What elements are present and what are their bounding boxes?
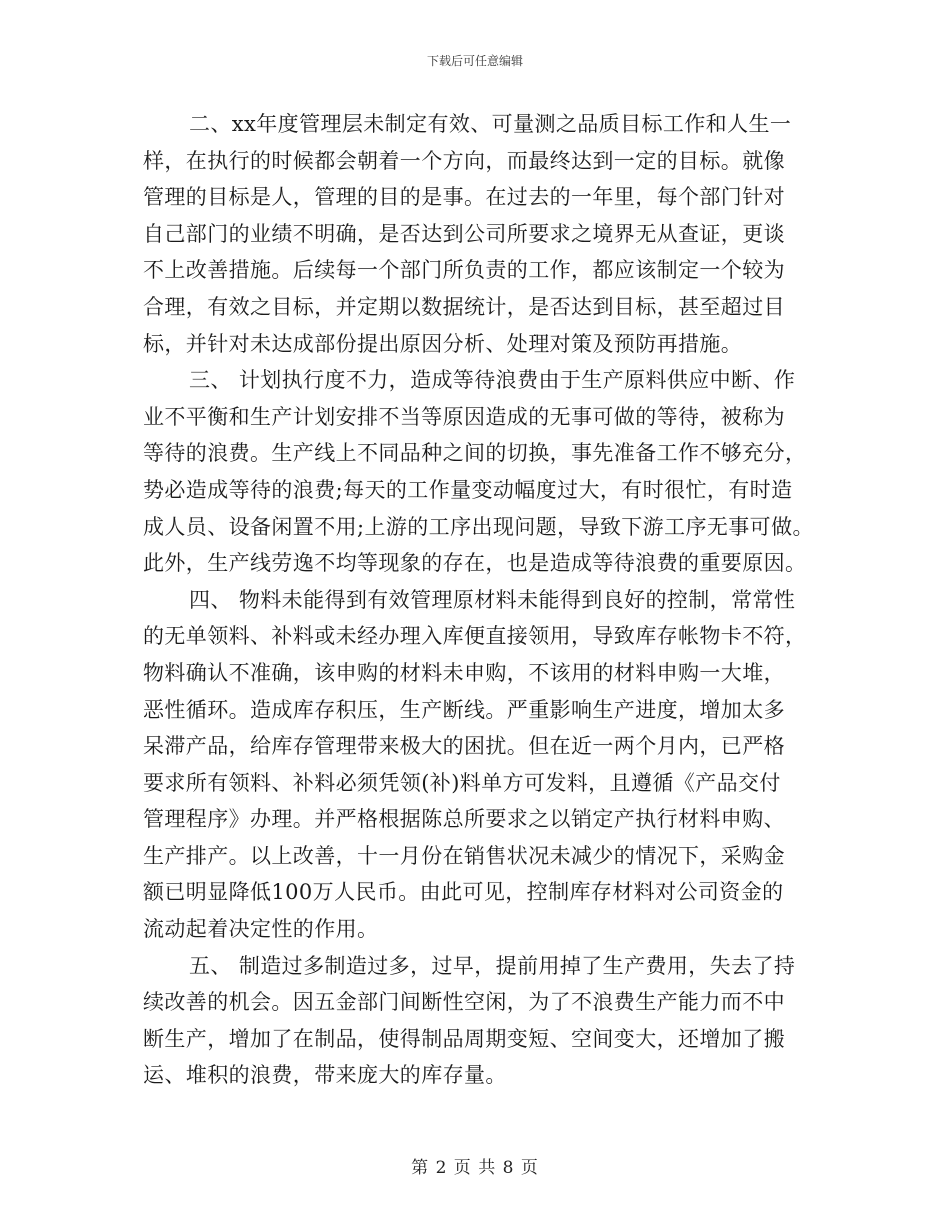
paragraph-2-line-5: 不上改善措施。后续每一个部门所负责的工作，都应该制定一个较为: [143, 258, 785, 283]
paragraph-4-line-9: 额已明显降低100万人民币。由此可见，控制库存材料对公司资金的: [143, 880, 784, 905]
paragraph-3-line-5: 成人员、设备闲置不用;上游的工序出现问题，导致下游工序无事可做。: [143, 514, 814, 539]
paragraph-4-line-2: 的无单领料、补料或未经办理入库便直接领用，导致库存帐物卡不符，: [143, 624, 807, 649]
paragraph-2-line-3: 管理的目标是人，管理的目的是事。在过去的一年里，每个部门针对: [143, 185, 785, 210]
paragraph-4-line-5: 呆滞产品，给库存管理带来极大的困扰。但在近一两个月内，已严格: [143, 734, 785, 759]
paragraph-2-line-6: 合理，有效之目标，并定期以数据统计，是否达到目标，甚至超过目: [143, 294, 785, 319]
paragraph-4-line-6: 要求所有领料、补料必须凭领(补)料单方可发料，且遵循《产品交付: [143, 770, 781, 795]
paragraph-4-line-1: 四、 物料未能得到有效管理原材料未能得到良好的控制，常常性: [189, 587, 796, 612]
paragraph-4-line-4: 恶性循环。造成库存积压，生产断线。严重影响生产进度，增加太多: [143, 697, 785, 722]
paragraph-5-line-3: 断生产，增加了在制品，使得制品周期变短、空间变大，还增加了搬: [143, 1026, 785, 1051]
paragraph-3-line-1: 三、 计划执行度不力，造成等待浪费由于生产原料供应中断、作: [189, 368, 796, 393]
paragraph-3-line-4: 势必造成等待的浪费;每天的工作量变动幅度过大，有时很忙，有时造: [143, 477, 793, 502]
paragraph-2-line-7: 标，并针对未达成部份提出原因分析、处理对策及预防再措施。: [143, 331, 743, 356]
paragraph-3-line-3: 等待的浪费。生产线上不同品种之间的切换，事先准备工作不够充分，: [143, 441, 807, 466]
paragraph-3-line-2: 业不平衡和生产计划安排不当等原因造成的无事可做的等待，被称为: [143, 404, 785, 429]
paragraph-5-line-4: 运、堆积的浪费，带来庞大的库存量。: [143, 1063, 507, 1088]
paragraph-4-line-8: 生产排产。以上改善，十一月份在销售状况未减少的情况下，采购金: [143, 843, 785, 868]
page-number-footer: 第 2 页 共 8 页: [411, 1158, 539, 1178]
paragraph-5-line-2: 续改善的机会。因五金部门间断性空闲，为了不浪费生产能力而不中: [143, 990, 785, 1015]
paragraph-5-line-1: 五、 制造过多制造过多，过早，提前用掉了生产费用，失去了持: [189, 953, 796, 978]
paragraph-4-line-10: 流动起着决定性的作用。: [143, 917, 379, 942]
paragraph-4-line-7: 管理程序》办理。并严格根据陈总所要求之以销定产执行材料申购、: [143, 807, 785, 832]
paragraph-4-line-3: 物料确认不准确，该申购的材料未申购，不该用的材料申购一大堆，: [143, 660, 785, 685]
page-header: 下载后可任意编辑: [426, 54, 523, 68]
paragraph-2-line-4: 自己部门的业绩不明确，是否达到公司所要求之境界无从查证，更谈: [143, 221, 785, 246]
paragraph-2-line-2: 样，在执行的时候都会朝着一个方向，而最终达到一定的目标。就像: [143, 148, 785, 173]
paragraph-2-line-1: 二、xx年度管理层未制定有效、可量测之品质目标工作和人生一: [189, 112, 792, 136]
document-body: [143, 106, 819, 1094]
paragraph-3-line-6: 此外，生产线劳逸不均等现象的存在，也是造成等待浪费的重要原因。: [143, 551, 807, 576]
